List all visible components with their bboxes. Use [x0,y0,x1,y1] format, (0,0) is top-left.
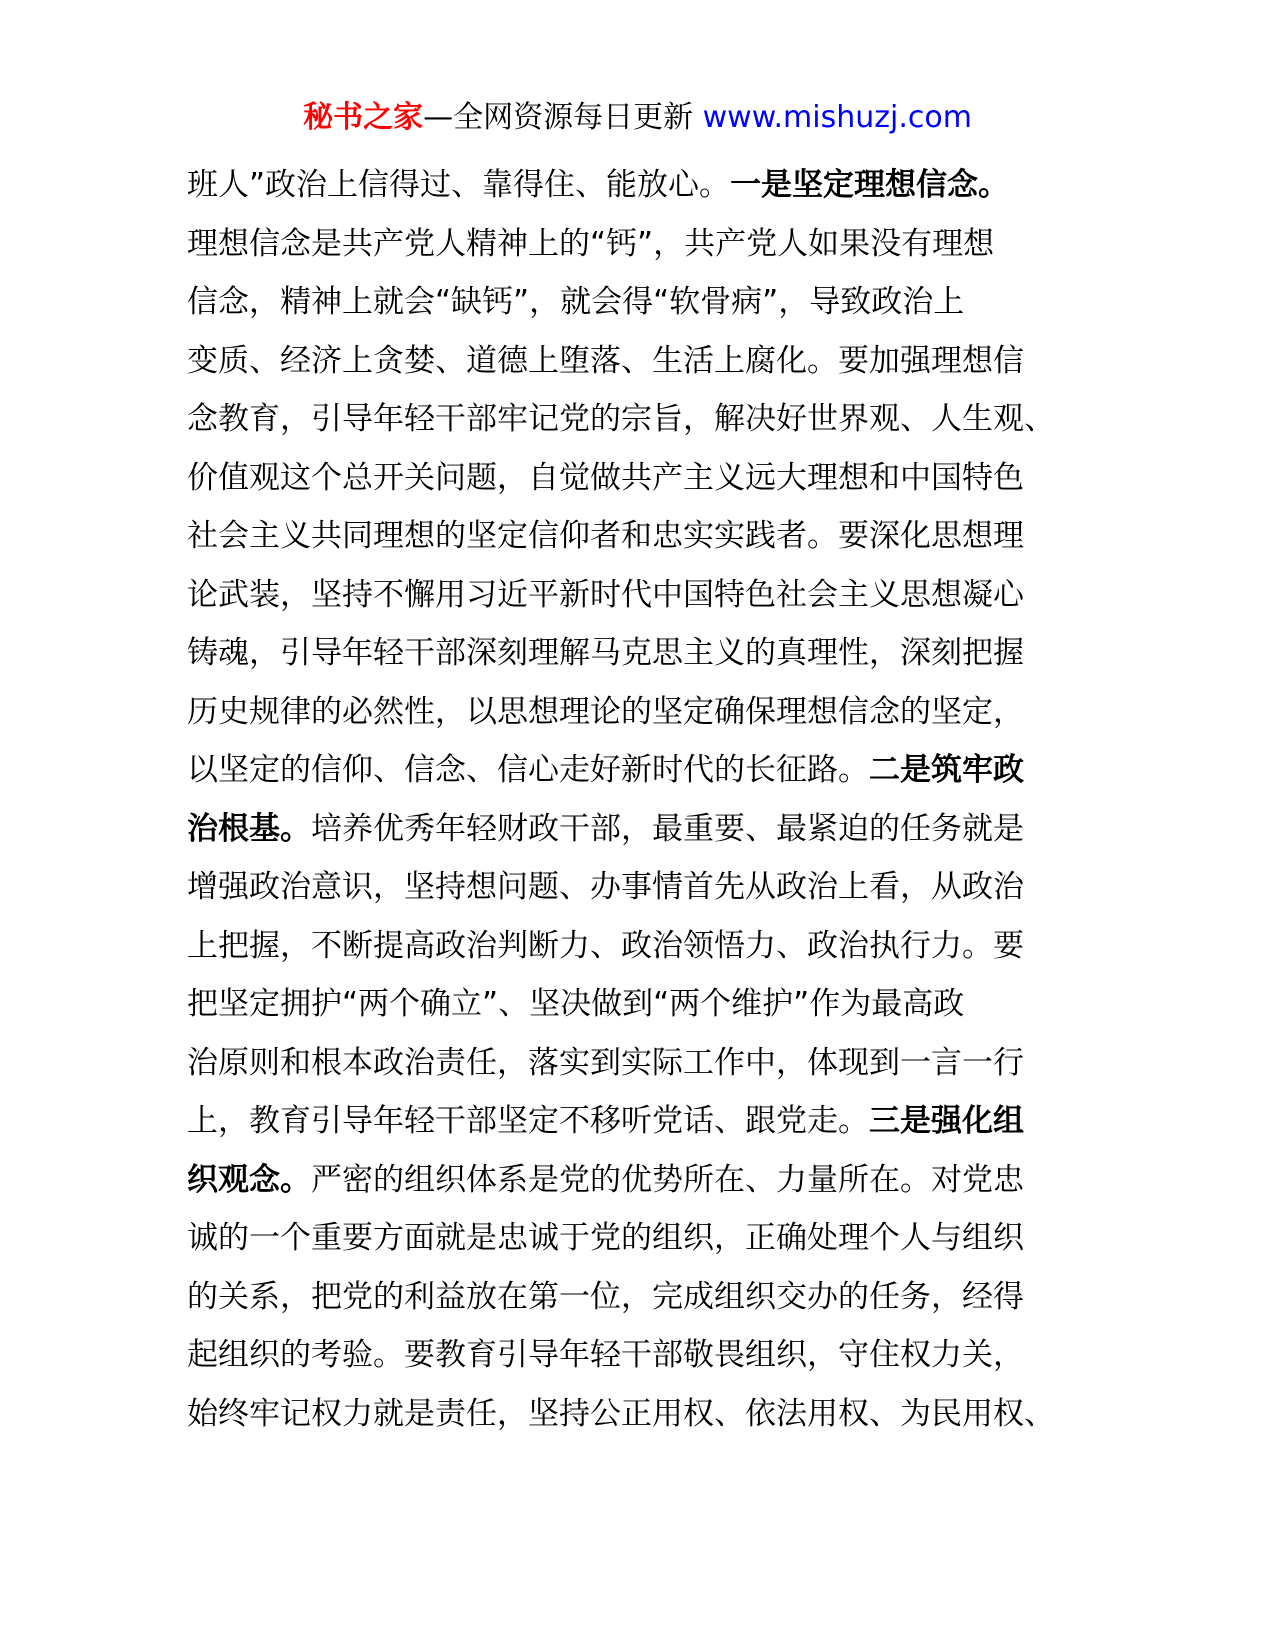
header-tagline: —全网资源每日更新 [423,100,703,135]
text-segment: 严密的组织体系是党的优势所在、力量所在。对党忠 [311,1161,1024,1198]
text-segment: 增强政治意识，坚持想问题、办事情首先从政治上看，从政治 [187,869,1024,905]
page-header [0,98,1275,138]
text-line [187,800,1107,859]
text-line [187,1092,1107,1151]
text-segment: 社会主义共同理想的坚定信仰者和忠实实践者。要深化思想理 [187,518,1024,554]
text-segment: 铸魂，引导年轻干部深刻理解马克思主义的真理性，深刻把握 [187,635,1024,671]
text-line [187,332,1107,391]
text-line [187,566,1107,625]
text-segment: 治原则和根本政治责任，落实到实际工作中，体现到一言一行 [187,1044,1024,1081]
text-segment: 价值观这个总开关问题，自觉做共产主义远大理想和中国特色 [187,459,1024,496]
text-line [187,1034,1107,1093]
text-segment: 起组织的考验。要教育引导年轻干部敬畏组织，守住权力关， [187,1337,1024,1373]
text-segment: 培养优秀年轻财政干部，最重要、最紧迫的任务就是 [311,810,1024,847]
text-line [187,858,1107,917]
text-line [187,1326,1107,1385]
text-segment: 历史规律的必然性，以思想理论的坚定确保理想信念的坚定， [187,693,1024,730]
text-line [187,156,1107,215]
text-line [187,1151,1107,1210]
text-line [187,215,1107,274]
text-line [187,507,1107,566]
bold-heading-segment: 治根基。 [187,810,311,847]
text-line [187,273,1107,332]
text-line [187,683,1107,742]
text-line [187,741,1107,800]
text-segment: 把坚定拥护“两个确立”、坚决做到“两个维护”作为最高政 [187,986,965,1022]
text-segment: 变质、经济上贪婪、道德上堕落、生活上腐化。要加强理想信 [187,342,1024,379]
bold-heading-segment: 织观念。 [187,1161,311,1198]
text-segment: 上把握，不断提高政治判断力、政治领悟力、政治执行力。要 [187,927,1024,964]
brand-name: 秘书之家 [303,100,424,135]
text-segment: 诚的一个重要方面就是忠诚于党的组织，正确处理个人与组织 [187,1220,1024,1256]
text-segment: 信念，精神上就会“缺钙”，就会得“软骨病”，导致政治上 [187,284,965,320]
text-line [187,624,1107,683]
bold-heading-segment: 一是坚定理想信念。 [730,167,1010,203]
text-line [187,390,1107,449]
text-line [187,449,1107,508]
text-line [187,1385,1107,1444]
text-segment: 始终牢记权力就是责任，坚持公正用权、依法用权、为民用权、 [187,1395,1055,1432]
text-segment: 的关系，把党的利益放在第一位，完成组织交办的任务，经得 [187,1278,1024,1315]
bold-heading-segment: 三是强化组 [869,1103,1024,1139]
bold-heading-segment: 二是筑牢政 [869,752,1024,788]
text-segment: 论武装，坚持不懈用习近平新时代中国特色社会主义思想凝心 [187,576,1024,613]
text-segment: 念教育，引导年轻干部牢记党的宗旨，解决好世界观、人生观、 [187,401,1055,437]
text-segment: 理想信念是共产党人精神上的“钙”，共产党人如果没有理想 [187,225,995,262]
text-line [187,917,1107,976]
text-segment: 班人”政治上信得过、靠得住、能放心。 [187,167,731,203]
text-segment: 上，教育引导年轻干部坚定不移听党话、跟党走。 [187,1103,869,1139]
document-body [187,156,1107,1443]
text-line [187,1209,1107,1268]
website-link[interactable]: www.mishuzj.com [702,100,972,135]
text-line [187,1268,1107,1327]
text-segment: 以坚定的信仰、信念、信心走好新时代的长征路。 [187,752,869,788]
text-line [187,975,1107,1034]
